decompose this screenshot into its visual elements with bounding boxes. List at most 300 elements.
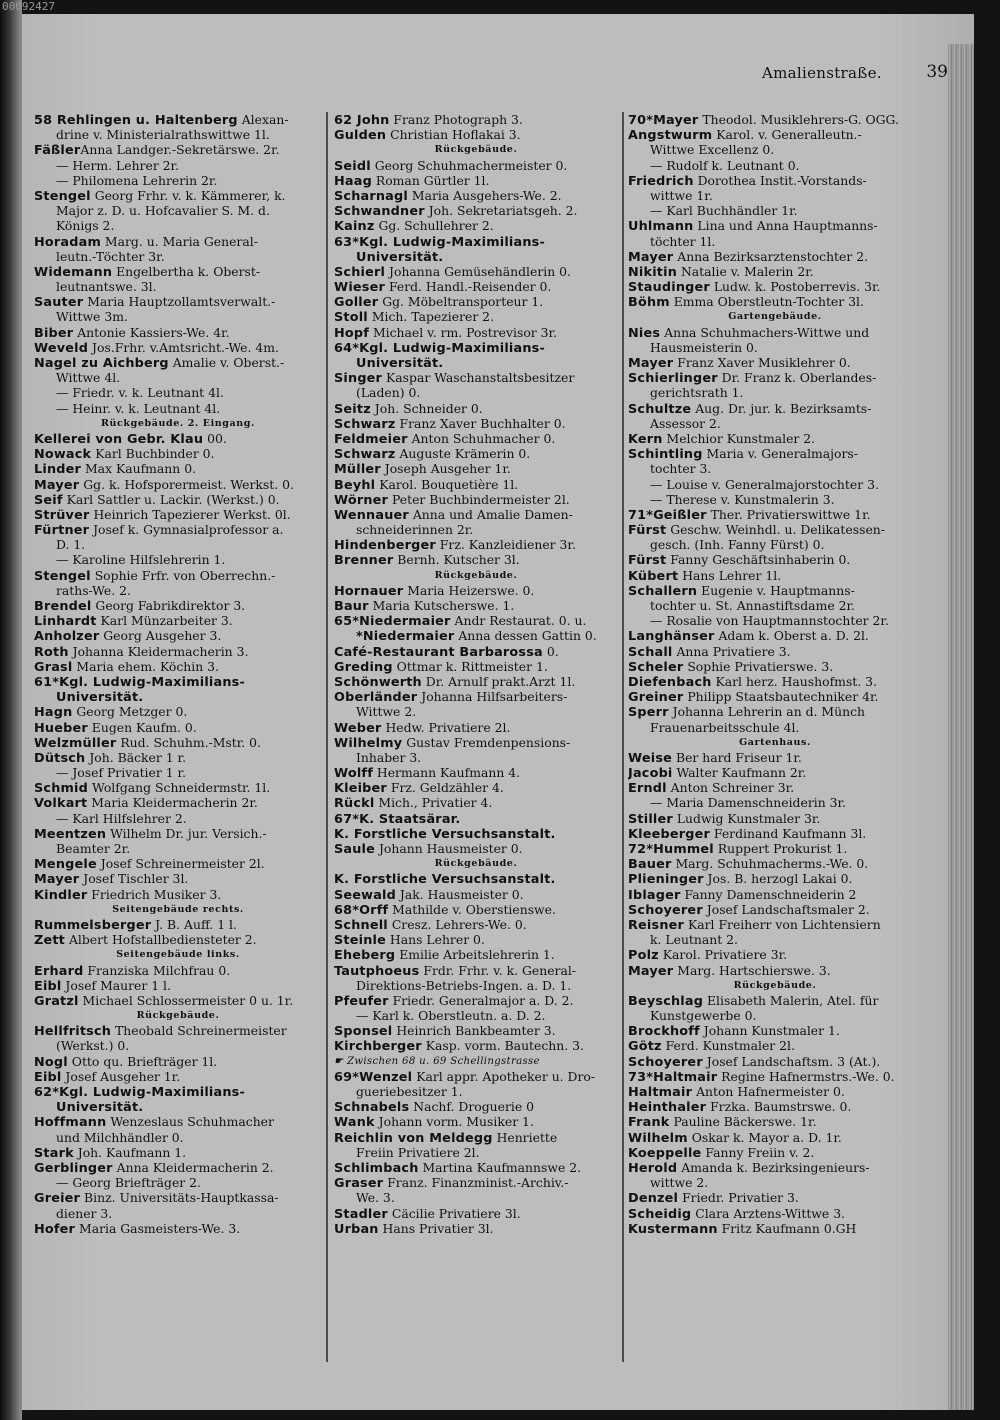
entry-surname: 65*Niedermaier [334,614,451,629]
entry-surname: Grasl [34,659,73,674]
directory-entry [628,841,922,856]
entry-continuation: Wittwe 3m. [56,309,128,325]
entry-surname: Stengel [34,568,91,583]
entry-surname: Plieninger [628,872,704,887]
entry-details: Jos. B. herzogl Lakai 0. [703,871,853,887]
directory-entry [334,947,618,962]
entry-details: Gustav Fremdenpensions- [402,734,571,750]
directory-entry [334,1023,618,1038]
entry-details: Karl herz. Haushofmst. 3. [711,673,877,689]
directory-entry [334,370,618,385]
entry-surname: Heinthaler [628,1100,707,1115]
entry-details: Pauline Bäckerswe. 1r. [669,1114,817,1130]
entry-surname: Kindler [34,887,88,902]
entry-continuation: gesch. (Inh. Fanny Fürst) 0. [650,537,825,553]
entry-details: Josef Ausgeher 1r. [61,1068,181,1084]
entry-continuation: — Karl Hilfslehrer 2. [56,810,187,826]
entry-continuation: schneiderinnen 2r. [356,522,474,538]
directory-entry [334,644,618,659]
entry-surname: Steinle [334,933,386,948]
entry-details: Andr Restaurat. 0. u. [450,613,587,629]
entry-surname: Weveld [34,340,89,355]
section-heading: Rückgebäude. [434,144,518,156]
directory-entry [628,173,922,188]
entry-surname: Meentzen [34,826,107,841]
entry-details: Anton Schreiner 3r. [666,780,795,796]
entry-details: Lina und Anna Hauptmanns- [693,218,878,234]
entry-continuation: Wittwe 2. [356,704,417,720]
directory-entry [334,203,618,218]
directory-entry [334,902,618,917]
entry-surname: Sperr [628,705,669,720]
entry-surname: Seewald [334,887,396,902]
entry-surname: Kainz [334,219,375,234]
entry-surname: Mengele [34,857,97,872]
entry-surname: Schwarz [334,447,396,462]
section-heading: Seitengebäude links. [116,949,240,961]
entry-surname: Sponsel [334,1024,393,1039]
entry-continuation: Assessor 2. [650,415,721,431]
directory-entry [34,1054,322,1069]
entry-continuation: Major z. D. u. Hofcavalier S. M. d. [56,203,270,219]
entry-details: Marg. Hartschierswe. 3. [673,962,831,978]
directory-entry [34,142,322,157]
section-heading: Rückgebäude. [136,1010,220,1022]
entry-details: Heinrich Bankbeamter 3. [392,1023,556,1039]
entry-surname: Friedrich [628,173,694,188]
entry-surname: Wennauer [334,507,409,523]
entry-surname: Linhardt [34,614,97,629]
directory-entry [34,492,322,507]
entry-details: Josef Landschaftsmaler 2. [702,901,870,917]
entry-surname: Greier [34,1191,81,1206]
directory-entry [34,1023,322,1038]
entry-surname: Schierlinger [628,371,718,386]
directory-entry [334,309,618,324]
entry-surname: Wolff [334,766,373,781]
directory-entry [34,644,322,659]
entry-continuation: k. Leutnant 2. [650,932,738,948]
entry-details: Anton Hafnermeister 0. [692,1084,845,1099]
directory-entry [334,1038,618,1053]
entry-details: Oskar k. Mayor a. D. 1r. [687,1129,842,1145]
entry-continuation: Kunstgewerbe 0. [650,1008,757,1024]
entry-surname: Beyschlag [628,993,704,1009]
directory-entry [334,811,618,826]
directory-entry [334,871,618,886]
entry-details: Emilie Arbeitslehrerin 1. [395,947,555,963]
entry-surname: 62 John [334,113,390,128]
directory-entry [628,522,922,537]
entry-continuation: (Werkst.) 0. [56,1038,130,1054]
entry-surname: Schallern [628,583,698,598]
directory-entry [334,416,618,431]
directory-entry [628,583,922,598]
directory-entry [334,173,618,188]
entry-details: Anna Kleidermacherin 2. [112,1159,274,1175]
directory-entry [334,537,618,552]
entry-surname: Seif [34,492,63,507]
directory-entry [628,431,922,446]
entry-surname: Schierl [334,264,386,280]
entry-details: Sophie Privatierswe. 3. [683,658,834,674]
column-1 [34,112,322,1362]
directory-entry [628,1084,922,1099]
entry-details: Frzka. Baumstrswe. 0. [706,1099,852,1115]
directory-entry [628,750,922,765]
directory-entry [334,674,618,689]
entry-surname: 63*Kgl. Ludwig-Maximilians- [334,234,545,249]
entry-continuation: — Philomena Lehrerin 2r. [56,172,218,188]
entry-surname: Tautphoeus [334,963,420,978]
directory-entry [34,264,322,279]
entry-details: Anna Schuhmachers-Wittwe und [660,324,870,340]
entry-details: Fanny Geschäftsinhaberin 0. [666,552,851,568]
entry-details: Martina Kaufmannswe 2. [418,1159,582,1175]
directory-entry [628,1069,922,1084]
directory-entry [34,446,322,461]
entry-continuation: wittwe 1r. [650,187,713,203]
directory-entry [334,264,618,279]
entry-details: Max Kaufmann 0. [81,461,197,477]
entry-details: Roman Gürtler 1l. [371,172,490,188]
directory-entry [628,446,922,461]
directory-entry [334,1206,618,1221]
entry-surname: Hofer [34,1221,76,1236]
directory-entry [334,355,618,370]
entry-surname: Angstwurm [628,128,713,143]
entry-surname: Stiller [628,811,673,826]
directory-entry [334,294,618,309]
entry-details: Marg. u. Maria General- [100,233,258,249]
entry-details: Anna Landger.-Sekretärswe. 2r. [80,142,280,158]
entry-surname: Rummelsberger [34,917,152,933]
directory-entry [628,1221,922,1236]
directory-entry [334,765,618,780]
entry-surname: Mayer [628,963,674,978]
entry-details: Michael v. rm. Postrevisor 3r. [369,324,558,340]
entry-surname: Welzmüller [34,735,117,750]
entry-surname: Universität. [356,356,444,371]
entry-continuation: — Herm. Lehrer 2r. [56,157,180,173]
directory-entry [34,993,322,1008]
directory-entry [628,1160,922,1175]
entry-surname: Schönwerth [334,674,422,690]
entry-surname: Brockhoff [628,1024,700,1039]
directory-entry [334,1069,618,1084]
entry-details: Friedr. Generalmajor a. D. 2. [388,992,574,1008]
entry-details: Johanna Kleidermacherin 3. [68,643,249,659]
entry-details: Marg. Schuhmacherms.-We. 0. [671,856,869,872]
directory-entry [628,1114,922,1129]
entry-surname: Kleeberger [628,826,710,841]
entry-surname: Koeppelle [628,1145,702,1160]
entry-details: Ruppert Prokurist 1. [713,841,848,856]
entry-details: 0. [542,643,559,659]
directory-entry [34,1069,322,1084]
entry-details: Engelbertha k. Oberst- [112,263,261,279]
entry-details: Aug. Dr. jur. k. Bezirksamts- [691,400,872,416]
directory-entry [34,598,322,613]
entry-details: Frz. Geldzähler 4. [386,780,504,796]
entry-surname: Wank [334,1115,375,1130]
directory-entry [34,477,322,492]
directory-entry [628,401,922,416]
entry-surname: Fürst [628,523,667,538]
directory-entry [334,249,618,264]
entry-details: Cresz. Lehrers-We. 0. [387,916,527,932]
directory-entry [628,127,922,142]
entry-continuation: (Laden) 0. [356,385,421,401]
directory-entry [34,1099,322,1114]
directory-entry [34,294,322,309]
entry-continuation: — Heinr. v. k. Leutnant 4l. [56,400,221,416]
directory-entry [628,1099,922,1114]
entry-surname: Kirchberger [334,1039,422,1054]
entry-details: Franz Photograph 3. [389,112,523,127]
entry-continuation: drine v. Ministerialrathswittwe 1l. [56,127,270,143]
directory-entry [34,735,322,750]
entry-surname: Feldmeier [334,431,408,447]
entry-details: Josef Tischler 3l. [79,871,189,887]
entry-continuation: gerichtsrath 1. [650,385,744,401]
entry-surname: Hoffmann [34,1115,107,1130]
street-heading: Amalienstraße. [762,64,882,82]
directory-entry [334,720,618,735]
directory-entry [334,993,618,1008]
entry-continuation: — Louise v. Generalmajorstochter 3. [650,476,879,492]
directory-entry [334,795,618,810]
entry-details: Amalie v. Oberst.- [168,355,285,370]
entry-surname: Oberländer [334,690,418,705]
entry-details: Karol. v. Generalleutn.- [712,127,862,143]
directory-entry [34,659,322,674]
directory-entry [334,1221,618,1236]
entry-surname: Schwarz [334,416,396,431]
entry-continuation: — Georg Briefträger 2. [56,1175,201,1191]
directory-entry [334,461,618,476]
entry-details: Maria v. Generalmajors- [702,446,858,462]
directory-entry [628,811,922,826]
directory-entry [34,704,322,719]
directory-entry [334,552,618,567]
column-divider-1 [326,112,328,1362]
directory-entry [34,978,322,993]
entry-surname: 61*Kgl. Ludwig-Maximilians- [34,674,245,690]
directory-entry [34,826,322,841]
directory-entry [628,1130,922,1145]
directory-entry [628,993,922,1008]
directory-entry [34,1190,322,1205]
entry-details: Fanny Freiin v. 2. [701,1144,815,1160]
entry-details: Emma Oberstleutn-Tochter 3l. [669,294,864,310]
entry-details: 00. [203,430,227,446]
directory-entry [34,871,322,886]
entry-details: Hans Privatier 3l. [378,1220,494,1236]
entry-surname: Reisner [628,917,685,933]
directory-entry [628,871,922,886]
entry-surname: Hornauer [334,583,404,598]
entry-details: Fritz Kaufmann 0.GH [717,1220,857,1236]
entry-surname: Bauer [628,857,672,872]
entry-surname: Erndl [628,781,667,796]
entry-details: Franz. Finanzminist.-Archiv.- [383,1175,569,1191]
entry-details: Ludwig Kunstmaler 3r. [672,810,821,826]
entry-details: Clara Arztens-Wittwe 3. [691,1205,846,1221]
entry-surname: Staudinger [628,280,710,295]
entry-details: Joh. Schneider 0. [370,400,483,416]
directory-entry [628,249,922,264]
entry-details: Dr. Arnulf prakt.Arzt 1l. [421,673,576,689]
entry-details: Josef Schreinermeister 2l. [96,856,265,872]
entry-continuation: — Rudolf k. Leutnant 0. [650,157,800,173]
directory-entry [34,780,322,795]
page-edge [948,44,974,1410]
directory-entry [628,963,922,978]
entry-details: Franz Xaver Musiklehrer 0. [673,355,851,370]
entry-continuation: und Milchhändler 0. [56,1129,184,1145]
directory-entry [334,127,618,142]
section-heading: Rückgebäude. [434,569,518,581]
entry-details: Josef Landschaftsm. 3 (At.). [702,1053,881,1069]
entry-surname: Hopf [334,325,370,340]
directory-entry [334,932,618,947]
directory-entry [628,1145,922,1160]
directory-entry [34,689,322,704]
section-heading: Rückgebäude. [434,858,518,870]
entry-details: Alexan- [237,112,289,127]
directory-entry [34,112,322,127]
directory-entry [628,628,922,643]
entry-surname: 72*Hummel [628,842,714,857]
entry-details: Henriette [492,1129,558,1145]
section-heading: Rückgebäude. [733,979,817,991]
entry-surname: Wilhelmy [334,735,403,750]
entry-surname: Kübert [628,568,679,583]
entry-surname: Schoyerer [628,1054,703,1069]
entry-details: Sophie Frfr. von Oberrechn.- [90,567,276,583]
entry-details: Josef k. Gymnasialprofessor a. [89,522,284,538]
entry-details: Fanny Damenschneiderin 2 [680,886,857,902]
entry-details: Hans Lehrer 1l. [678,567,782,583]
entry-surname: Eibl [34,978,62,993]
directory-entry [628,902,922,917]
entry-details: Joh. Sekretariatsgeh. 2. [424,203,578,219]
entry-surname: Nies [628,325,661,340]
entry-surname: Müller [334,462,381,477]
directory-entry [34,932,322,947]
entry-continuation: Hausmeisterin 0. [650,339,758,355]
entry-details: Walter Kaufmann 2r. [672,765,807,781]
entry-surname: Mayer [34,872,80,887]
entry-surname: Zett [34,933,65,948]
entry-surname: Hagn [34,705,73,720]
entry-surname: Graser [334,1176,384,1191]
entry-details: Geschw. Weinhdl. u. Delikatessen- [666,522,885,538]
entry-details: Gg. k. Hofsporermeist. Werkst. 0. [79,476,294,492]
entry-details: Natalie v. Malerin 2r. [677,263,814,279]
entry-continuation: Inhaber 3. [356,749,422,765]
entry-surname: Gerblinger [34,1160,113,1176]
entry-surname: Sauter [34,295,84,310]
entry-details: Karl Sattler u. Lackir. (Werkst.) 0. [62,491,280,507]
directory-entry [34,750,322,765]
directory-entry [334,112,618,127]
directory-entry [334,917,618,932]
entry-continuation: We. 3. [356,1190,395,1206]
entry-details: Joh. Bäcker 1 r. [85,749,187,765]
directory-entry [628,689,922,704]
directory-entry [334,1160,618,1175]
entry-details: Jak. Hausmeister 0. [395,886,524,902]
entry-details: Mich., Privatier 4. [374,795,493,811]
entry-surname: Nogl [34,1054,68,1069]
entry-surname: Schnell [334,917,388,933]
entry-surname: 67*K. Staatsärar. [334,811,461,826]
directory-entry [34,507,322,522]
entry-details: Maria ehem. Köchin 3. [72,658,219,674]
directory-entry [628,1023,922,1038]
section-heading: Gartengebäude. [728,311,822,323]
directory-entry [334,598,618,613]
entry-details: Karl Münzarbeiter 3. [96,613,233,629]
entry-details: Friedr. Privatier 3. [678,1190,799,1206]
directory-entry [628,780,922,795]
page-number: 39 [926,62,948,82]
cross-street-note: ☛ Zwischen 68 u. 69 Schellingstrasse [334,1055,540,1067]
entry-surname: 64*Kgl. Ludwig-Maximilians- [334,340,545,355]
entry-details: Philipp Staatsbautechniker 4r. [683,689,879,705]
directory-entry [628,704,922,719]
entry-surname: Stoll [334,310,368,325]
directory-entry [628,887,922,902]
entry-surname: Kern [628,431,663,447]
entry-details: Johanna Gemüsehändlerin 0. [385,263,571,279]
entry-continuation: — Josef Privatier 1 r. [56,765,187,781]
entry-surname: Eheberg [334,948,396,963]
entry-details: Josef Maurer 1 l. [61,977,171,993]
entry-surname: Biber [34,325,74,340]
entry-surname: Erhard [34,963,84,978]
entry-details: Georg Fabrikdirektor 3. [91,598,246,613]
entry-surname: Stark [34,1145,74,1160]
entry-continuation: diener 3. [56,1205,113,1221]
entry-details: Cäcilie Privatiere 3l. [387,1205,521,1221]
entry-surname: Mayer [34,477,80,492]
entry-surname: Stadler [334,1206,388,1221]
entry-details: Karl Freiherr von Lichtensiern [684,916,881,932]
entry-continuation: Königs 2. [56,218,115,234]
entry-surname: Langhänser [628,629,715,644]
entry-continuation: Beamter 2r. [56,841,131,856]
directory-entry [628,659,922,674]
directory-entry [334,507,618,522]
entry-details: Ber hard Friseur 1r. [672,749,802,765]
entry-details: Kasp. vorm. Bautechn. 3. [421,1038,584,1054]
entry-surname: Fäßler [34,143,81,158]
entry-details: Mathilde v. Oberstienswe. [388,901,556,917]
entry-surname: Brenner [334,553,394,568]
entry-details: Maria Kutscherswe. 1. [368,598,515,613]
directory-entry [34,795,322,810]
entry-details: Maria Hauptzollamtsverwalt.- [83,294,276,310]
directory-entry [334,1130,618,1145]
entry-surname: Götz [628,1039,662,1054]
directory-entry [34,1145,322,1160]
entry-details: Jos.Frhr. v.Amtsricht.-We. 4m. [88,339,279,355]
entry-continuation: töchter 1l. [650,233,716,249]
entry-continuation: D. 1. [56,537,86,553]
